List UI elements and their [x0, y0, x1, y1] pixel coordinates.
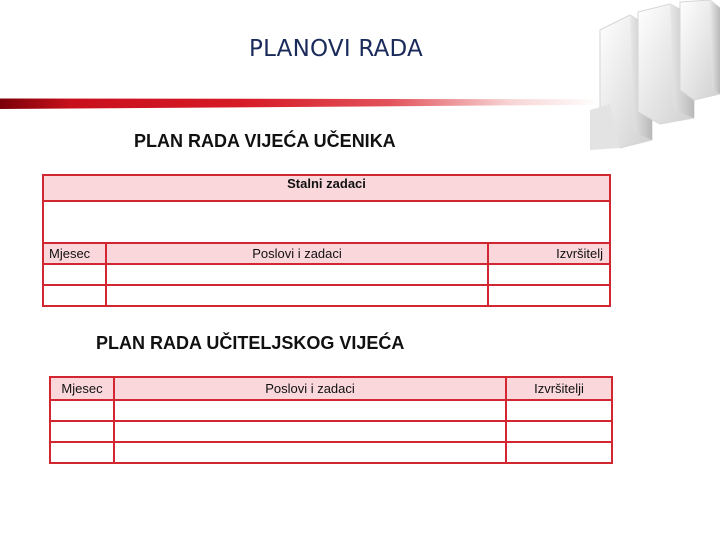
table-cell[interactable] — [50, 442, 114, 463]
column-header-poslovi: Poslovi i zadaci — [106, 243, 488, 264]
table-cell[interactable] — [43, 201, 610, 243]
staircase-blocks-icon — [590, 0, 720, 150]
red-divider-bar — [0, 95, 600, 109]
table-header-row — [43, 243, 610, 264]
table-cell[interactable] — [106, 285, 488, 306]
section2-heading: PLAN RADA UČITELJSKOG VIJEĆA — [96, 333, 405, 353]
column-header-mjesec: Mjesec — [43, 243, 106, 264]
table-cell[interactable] — [506, 421, 612, 442]
table-cell[interactable] — [114, 421, 506, 442]
teacher-council-plan-table — [49, 376, 613, 464]
table-row — [43, 201, 610, 243]
table-cell[interactable] — [506, 400, 612, 421]
table-header-row — [50, 377, 612, 400]
student-council-plan-table — [42, 174, 611, 307]
table-cell[interactable] — [50, 400, 114, 421]
table-cell[interactable] — [114, 400, 506, 421]
column-header-mjesec: Mjesec — [50, 377, 114, 400]
table-cell[interactable] — [114, 442, 506, 463]
table-cell[interactable] — [43, 264, 106, 285]
table-cell[interactable] — [106, 264, 488, 285]
stalni-zadaci-header: Stalni zadaci — [43, 175, 610, 201]
table-cell[interactable] — [488, 264, 610, 285]
table-cell[interactable] — [50, 421, 114, 442]
column-header-poslovi: Poslovi i zadaci — [114, 377, 506, 400]
column-header-izvrsitelji: Izvršitelji — [506, 377, 612, 400]
table-cell[interactable] — [488, 285, 610, 306]
section1-heading: PLAN RADA VIJEĆA UČENIKA — [134, 131, 396, 151]
table-row — [50, 421, 612, 442]
table-row — [50, 442, 612, 463]
table-row — [50, 400, 612, 421]
table-row — [43, 285, 610, 306]
table-cell[interactable] — [43, 285, 106, 306]
table-cell[interactable] — [506, 442, 612, 463]
column-header-izvrsitelj: Izvršitelj — [488, 243, 610, 264]
table-row — [43, 264, 610, 285]
slide-title: PLANOVI RADA — [249, 36, 423, 62]
table-header-row — [43, 175, 610, 201]
